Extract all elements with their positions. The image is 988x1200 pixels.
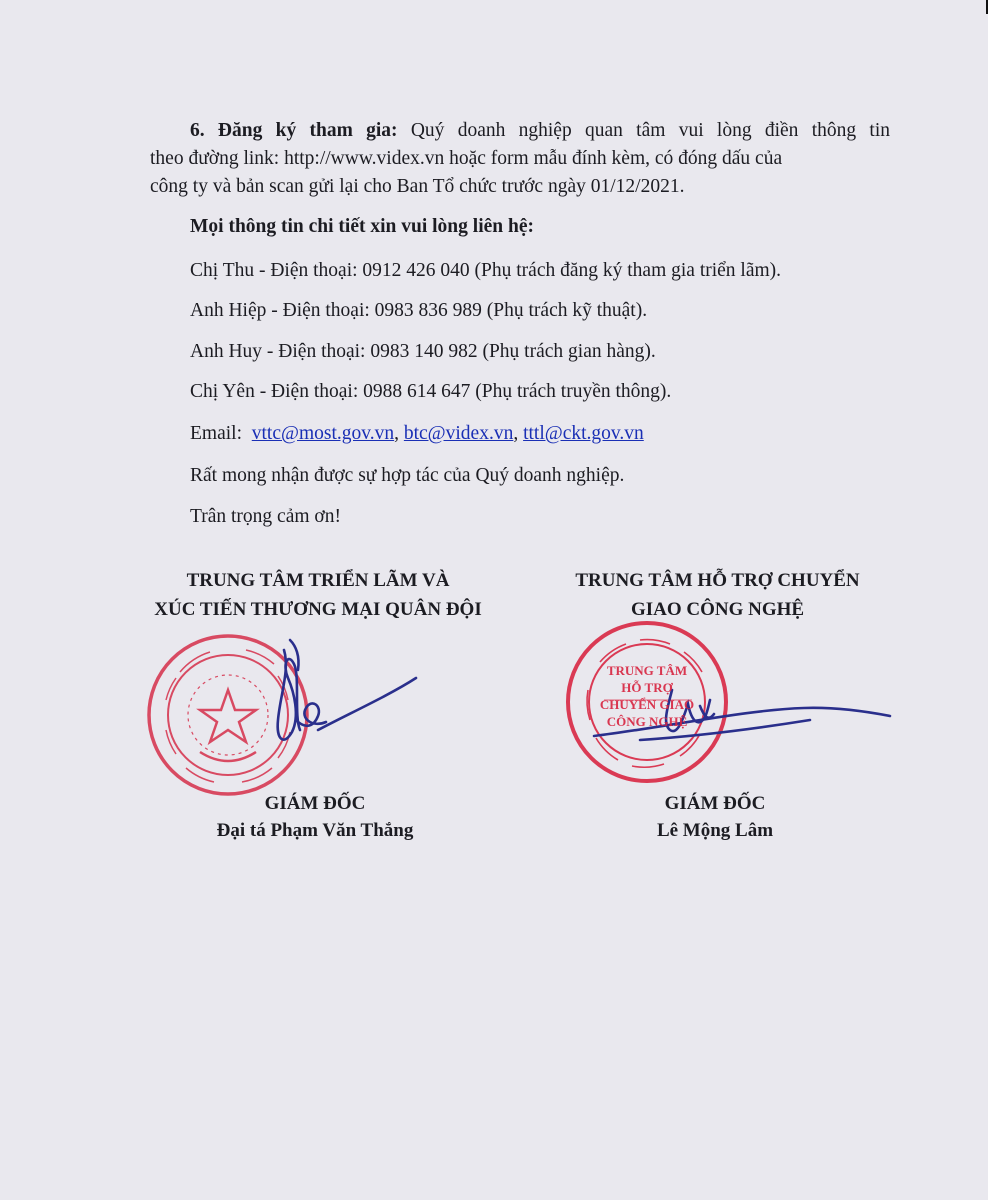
left-signer-name: Đại tá Phạm Văn Thắng (216, 820, 414, 841)
email-separator: , (513, 423, 524, 444)
email-link-vttc[interactable]: vttc@most.gov.vn (251, 423, 395, 444)
right-signer-name: Lê Mộng Lâm (656, 820, 774, 841)
left-official-stamp (149, 636, 307, 794)
right-org-line-2: GIAO CÔNG NGHỆ (630, 599, 805, 620)
closing-line-2: Trân trọng cảm ơn! (190, 506, 341, 527)
registration-text-1: Quý doanh nghiệp quan tâm vui lòng điền thông tin (410, 120, 890, 141)
email-separator: , (394, 423, 404, 444)
contact-thu: Chị Thu - Điện thoại: 0912 426 040 (Phụ trách đăng ký tham gia triển lãm). (190, 260, 782, 281)
registration-line-2: theo đường link: http://www.videx.vn hoặc form mẫu đính kèm, có đóng dấu của (150, 148, 783, 169)
stamp-text-line: CHUYỂN GIAO (599, 697, 695, 712)
stamp-text-line: TRUNG TÂM (606, 663, 688, 678)
closing-line-1: Rất mong nhận được sự hợp tác của Quý doanh nghiệp. (190, 465, 625, 486)
left-org-line-1: TRUNG TÂM TRIỂN LÃM VÀ (186, 570, 450, 591)
right-org-line-1: TRUNG TÂM HỖ TRỢ CHUYỂN (575, 570, 860, 591)
contact-huy: Anh Huy - Điện thoại: 0983 140 982 (Phụ trách gian hàng). (190, 341, 656, 362)
email-link-btc[interactable]: btc@videx.vn (403, 423, 514, 444)
contact-yen: Chị Yên - Điện thoại: 0988 614 647 (Phụ trách truyền thông). (190, 381, 672, 402)
registration-line-3: công ty và bản scan gửi lại cho Ban Tổ chức trước ngày 01/12/2021. (150, 176, 685, 197)
right-signer-title: GIÁM ĐỐC (664, 793, 766, 814)
email-label: Email: (190, 423, 242, 444)
email-link-tttl[interactable]: tttl@ckt.gov.vn (523, 423, 644, 444)
left-handwritten-signature (278, 640, 416, 740)
stamp-text-line: HỖ TRỢ (621, 680, 673, 695)
contact-hiep: Anh Hiệp - Điện thoại: 0983 836 989 (Phụ trách kỹ thuật). (190, 300, 648, 321)
contact-heading: Mọi thông tin chi tiết xin vui lòng liên hệ: (190, 216, 534, 237)
stamp-text-line: CÔNG NGHỆ (606, 714, 688, 729)
left-org-line-2: XÚC TIẾN THƯƠNG MẠI QUÂN ĐỘI (154, 599, 482, 620)
left-signer-title: GIÁM ĐỐC (264, 793, 366, 814)
right-stamp-center-text (588, 662, 706, 730)
registration-heading: 6. Đăng ký tham gia: (190, 120, 398, 141)
